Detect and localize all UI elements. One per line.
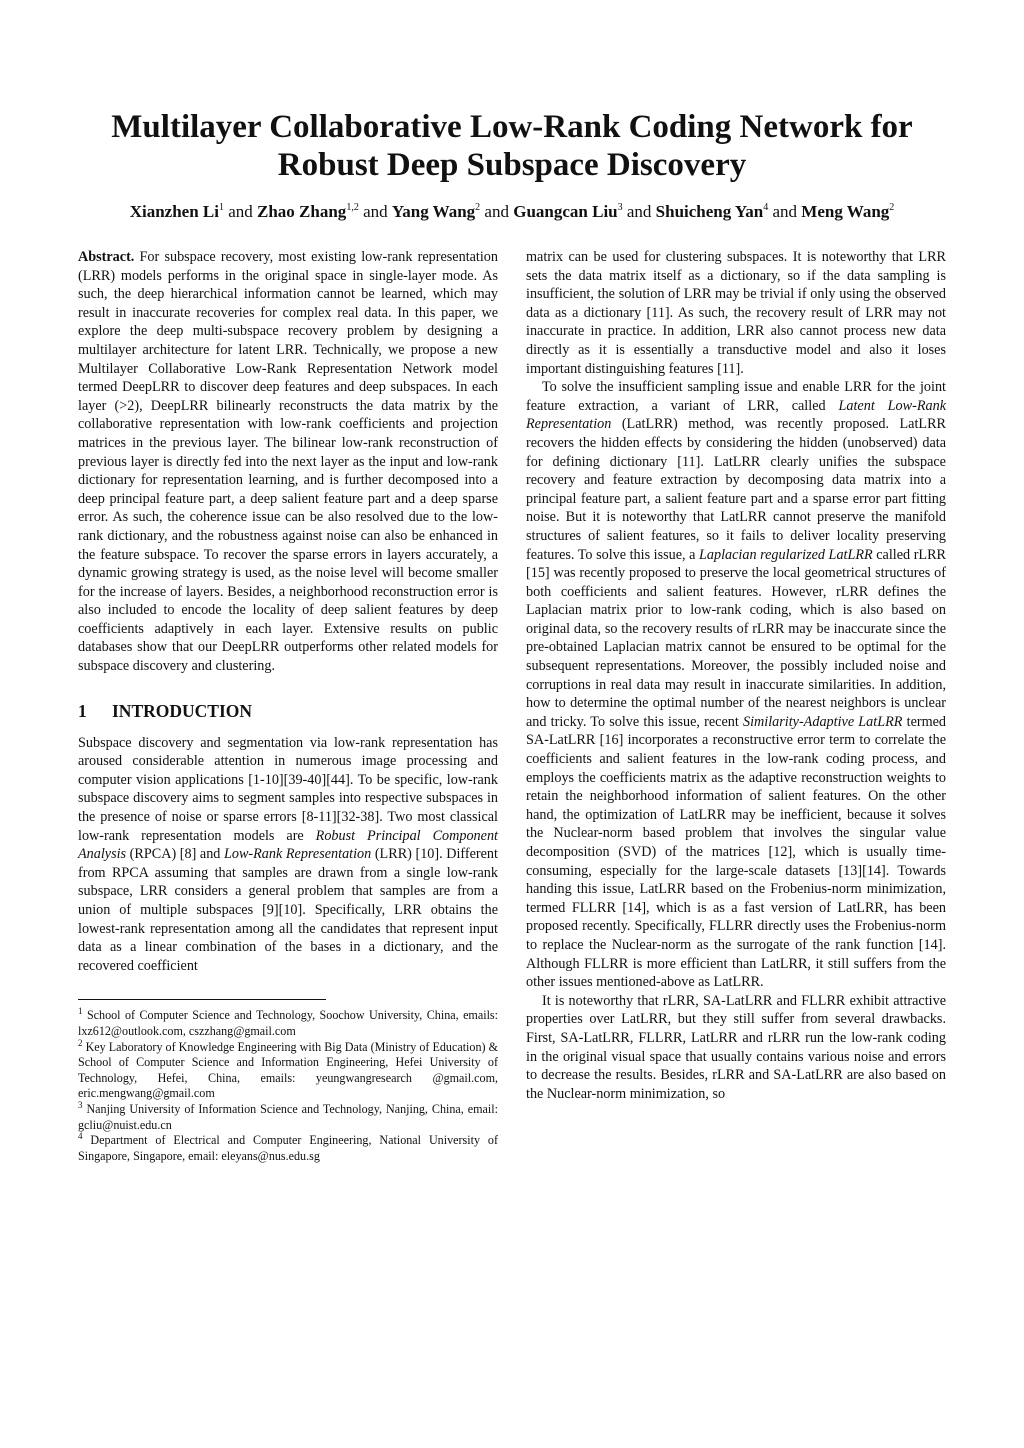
author-name: Yang Wang bbox=[391, 202, 476, 221]
paragraph-continued: matrix can be used for clustering subspaces. It is noteworthy that LRR sets the data matrix itself as a dictionary, so if the data sampling is insufficient, the solution of LRR may be trivial if only using the observed data as a dictionary [11]. As such, the recovery result of LRR may not inaccurate in practice. In addition, LRR also cannot process new data directly as it is essentially a transductive model and also it loses important distinguishing features [11]. bbox=[526, 249, 946, 377]
footnote bbox=[78, 1099, 498, 1133]
paragraph-latlrr bbox=[526, 378, 946, 992]
author-affiliation-mark: 3 bbox=[617, 202, 623, 213]
paper-title bbox=[0, 108, 1024, 184]
and-word: and bbox=[626, 202, 652, 221]
author-affiliation-mark: 2 bbox=[889, 202, 895, 213]
author-name: Zhao Zhang bbox=[257, 202, 347, 221]
footnote-text: Key Laboratory of Knowledge Engineering with Big Data (Ministry of Education) & School of Computer Science and Information Engineering, Hefei University of Technology, Hefei, China, emails: yeungwangresearch @gmail.com, eric.mengwang@gmail.com bbox=[78, 1039, 498, 1101]
title-line-2: Robust Deep Subspace Discovery bbox=[277, 147, 747, 183]
footnote-text: Department of Electrical and Computer Engineering, National University of Singapore, Singapore, email: eleyans@nus.edu.sg bbox=[78, 1133, 498, 1163]
title-line-1: Multilayer Collaborative Low-Rank Coding Network for bbox=[111, 109, 913, 145]
italic-term: Robust Principal Component Analysis bbox=[78, 827, 498, 863]
section-title: INTRODUCTION bbox=[112, 700, 253, 721]
text-run: To solve the insufficient sampling issue and enable LRR for the joint feature extraction, a variant of LRR, called bbox=[526, 379, 946, 414]
author-affiliation-mark: 2 bbox=[475, 202, 481, 213]
left-column bbox=[78, 248, 498, 1164]
section-number: 1 bbox=[78, 700, 87, 721]
footnote-mark: 3 bbox=[78, 1099, 83, 1110]
italic-term: Laplacian regularized LatLRR bbox=[699, 546, 873, 563]
italic-term: Low-Rank Representation bbox=[223, 846, 372, 863]
abstract-label: Abstract. bbox=[78, 249, 135, 265]
author-affiliation-mark: 1 bbox=[218, 202, 224, 213]
and-word: and bbox=[484, 202, 509, 221]
author-name: Guangcan Liu bbox=[513, 202, 618, 221]
section-heading-introduction bbox=[78, 700, 498, 722]
text-run: termed SA-LatLRR [16] incorporates a reconstructive error term to correlate the coefficients and salient features in the low-rank coding process, and employs the coefficients matrix as the adaptive reconstruction weights to retain the neighborhood information of salient features. On the other hand, the optimization of LatLRR may be inefficient, because it solves the Nuclear-norm based problem that involves the singular value decomposition (SVD) of the matrices [12], which is usually time-consuming, especially for the large-scale datasets [13][14]. Towards handing this issue, LatLRR based on the Frobenius-norm minimization, termed FLLRR [14], which is as a fast version of LatLRR, has been proposed recently. Specifically, FLLRR directly uses the Frobenius-norm to replace the Nuclear-norm as the surrogate of the rank function [14]. Although FLLRR is more efficient than LatLRR, it still suffers from the other issues mentioned-above as LatLRR. bbox=[526, 713, 947, 991]
footnote-mark: 4 bbox=[78, 1131, 83, 1142]
author-name: Meng Wang bbox=[801, 202, 890, 221]
author-name: Xianzhen Li bbox=[129, 202, 219, 221]
footnote-text: School of Computer Science and Technology, Soochow University, China, emails: lxz612@outlook.com, cszzhang@gmail.com bbox=[78, 1008, 498, 1038]
author-affiliation-mark: 4 bbox=[763, 202, 769, 213]
footnote-text: Nanjing University of Information Science and Technology, Nanjing, China, email: gcliu@nuist.edu.cn bbox=[78, 1101, 498, 1132]
text-run: (RPCA) [8] and bbox=[126, 846, 224, 863]
text-run: called rLRR [15] was recently proposed to preserve the local geometrical structures of both coefficients and salient features. However, rLRR defines the Laplacian matrix prior to low-rank coding, which is also based on original data, so the recovery results of rLRR may be inaccurate since the pre-obtained Laplacian matrix cannot be ensured to be optimal for the subsequent representations. Moreover, the possibly included noise and corruptions in real data may result in inaccurate similarities. In addition, how to determine the optimal number of the nearest neighbors is unclear and tricky. To solve this issue, recent bbox=[526, 546, 947, 730]
abstract-text: For subspace recovery, most existing low-rank representation (LRR) models performs in the original space in single-layer mode. As such, the deep hierarchical information cannot be learned, which may result in inaccurate recoveries for complex real data. In this paper, we explore the deep multi-subspace recovery problem by designing a multilayer architecture for latent LRR. Technically, we propose a new Multilayer Collaborative Low-Rank Representation Network model termed DeepLRR to discover deep features and deep subspaces. In each layer (>2), DeepLRR bilinearly reconstructs the data matrix by the collaborative representation with low-rank coefficients and projection matrices in the previous layer. The bilinear low-rank reconstruction of previous layer is directly fed into the next layer as the input and low-rank dictionary for representation learning, and is further decomposed into a deep principal feature part, a deep salient feature part and a deep sparse error. As such, the coherence issue can be also resolved due to the low-rank dictionary, and the robustness against noise can also be enhanced in the feature subspace. To recover the sparse errors in layers accurately, a dynamic growing strategy is used, as the noise level will become smaller for the increase of layers. Besides, a neighborhood reconstruction error is also included to encode the locality of deep salient features by deep coefficients adaptively in each layer. Extensive results on public databases show that our DeepLRR outperforms other related models for subspace discovery and clustering. bbox=[78, 249, 498, 675]
abstract bbox=[78, 248, 498, 676]
paragraph-drawbacks: It is noteworthy that rLRR, SA-LatLRR and FLLRR exhibit attractive properties over LatLRR, but they still suffer from several drawbacks. First, SA-LatLRR, FLLRR, LatLRR and rLRR run the low-rank coding in the original visual space that usually contains various noise and errors to decrease the results. Besides, rLRR and SA-LatLRR are also based on the Nuclear-norm minimization, so bbox=[526, 992, 946, 1102]
italic-term: Similarity-Adaptive LatLRR bbox=[743, 713, 903, 730]
text-run: (LatLRR) method, was recently proposed. LatLRR recovers the hidden effects by considering the hidden (unobserved) data for defining dictionary [11]. LatLRR clearly unifies the subspace recovery and feature extraction by decomposing data matrix into a principal feature part, a salient feature part and a sparse error part fitting noise. But it is noteworthy that LatLRR cannot preserve the manifold structures of salient features, so it fails to deliver locality preserving features. To solve this issue, a bbox=[526, 416, 946, 563]
and-word: and bbox=[228, 202, 253, 221]
footnote-mark: 1 bbox=[78, 1006, 83, 1017]
footnote bbox=[78, 1037, 498, 1102]
italic-term: Latent Low-Rank Representation bbox=[526, 397, 946, 433]
and-word: and bbox=[363, 202, 388, 221]
intro-paragraph-1 bbox=[78, 734, 498, 976]
footnote-divider bbox=[78, 999, 326, 1000]
author-name: Shuicheng Yan bbox=[655, 202, 764, 221]
footnote bbox=[78, 1133, 498, 1164]
author-list bbox=[0, 200, 1024, 224]
text-run: (LRR) [10]. Different from RPCA assuming that samples are drawn from a single low-rank subspace, LRR considers a general problem that samples are from a union of multiple subspaces [9][10]. Specifically, LRR obtains the lowest-rank representation among all the candidates that represent input data as a linear combination of the bases in a dictionary, and the recovered coefficient bbox=[78, 846, 498, 974]
footnote-mark: 2 bbox=[78, 1037, 83, 1048]
text-run: Subspace discovery and segmentation via low-rank representation has aroused considerable attention in numerous image processing and computer vision applications [1-10][39-40][44]. To be specific, low-rank subspace discovery aims to segment samples into respective subspaces in the presence of noise or sparse errors [8-11][32-38]. Two most classical low-rank representation models are bbox=[78, 734, 498, 844]
footnote bbox=[78, 1008, 498, 1039]
right-column bbox=[526, 248, 946, 1103]
author-affiliation-mark: 1,2 bbox=[346, 202, 359, 213]
and-word: and bbox=[772, 202, 798, 221]
